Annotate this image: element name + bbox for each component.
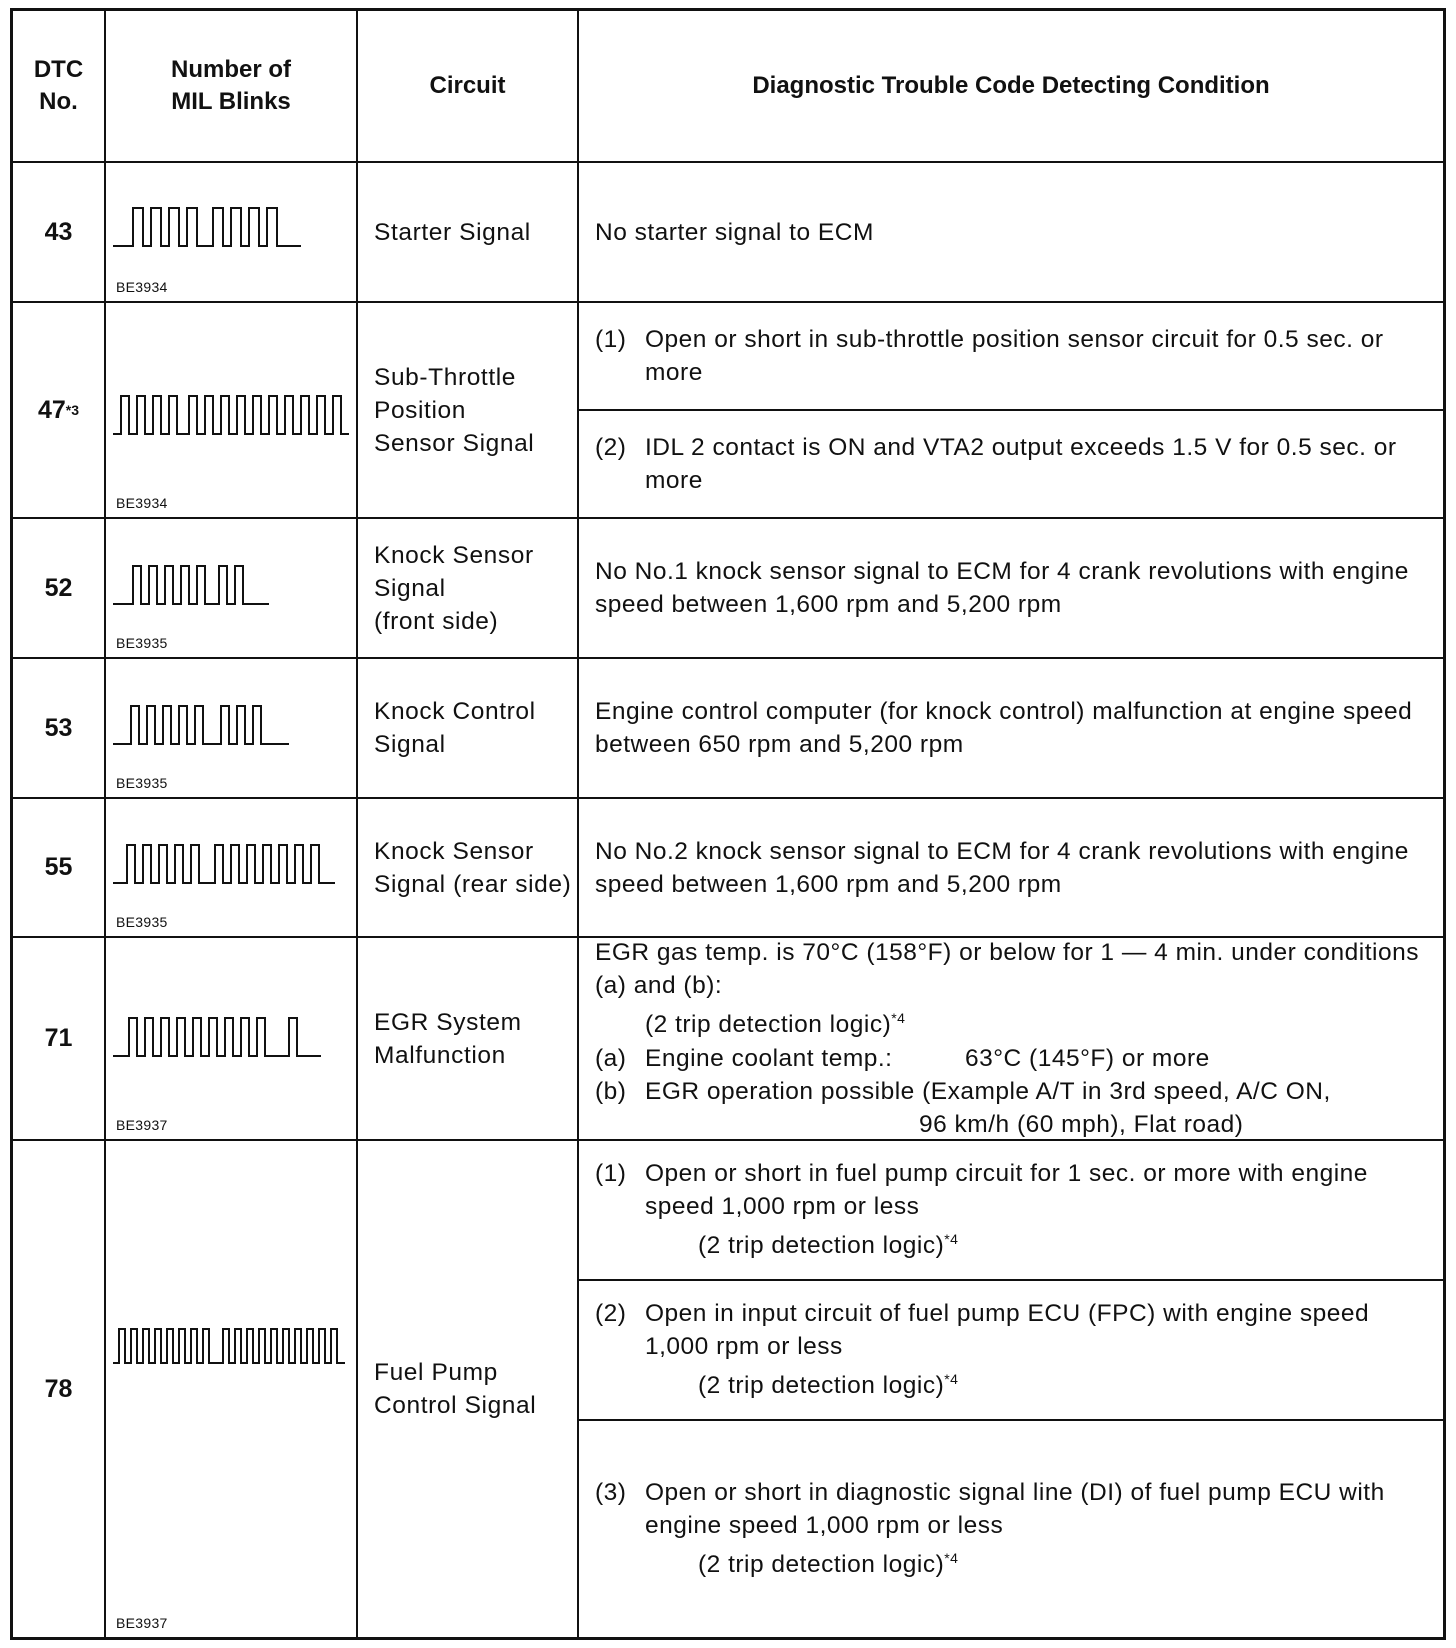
circuit-cell (358, 519, 577, 657)
trip-logic-text: (2 trip detection logic) (698, 1372, 945, 1400)
header-dtc-line1: DTC (33, 56, 84, 83)
blink-waveform (113, 1327, 353, 1367)
blink-waveform (113, 843, 353, 885)
condition-cell (579, 303, 1443, 409)
figure-code: BE3937 (116, 1615, 168, 1631)
circuit-line: Control Signal (374, 1392, 537, 1419)
figure-code: BE3935 (116, 635, 168, 651)
condition-item-b (595, 1075, 1429, 1108)
condition-cell (579, 659, 1443, 797)
trip-logic-note (595, 1002, 1429, 1041)
condition-number: (1) (595, 1160, 627, 1188)
dtc-number (13, 303, 104, 517)
circuit-line: Signal (374, 731, 446, 758)
condition-number: (1) (595, 326, 627, 353)
blink-waveform (113, 1016, 353, 1058)
condition-number: (2) (595, 1300, 627, 1328)
header-blinks-line1: Number of (171, 56, 291, 83)
condition-cell (579, 163, 1443, 301)
footnote-mark: *3 (65, 402, 80, 418)
circuit-cell (358, 799, 577, 936)
header-blinks (106, 11, 356, 161)
circuit-cell (358, 1141, 577, 1637)
circuit-line: Knock Sensor (374, 541, 534, 569)
header-circuit: Circuit (429, 72, 506, 99)
circuit-line: Sensor Signal (374, 429, 535, 457)
footnote-mark: *4 (944, 1550, 959, 1567)
condition-number: (3) (595, 1479, 627, 1507)
condition-value: 63°C (145°F) or more (965, 1044, 1210, 1072)
condition-text: Engine coolant temp.: (645, 1044, 893, 1072)
header-dtc-line2: No. (39, 88, 78, 115)
figure-code: BE3935 (116, 775, 168, 791)
condition-text: No No.1 knock sensor signal to ECM for 4 crank revolutions with engine speed between 1,600 rpm and 5,200 rpm (595, 558, 1409, 618)
condition-letter: (a) (595, 1044, 627, 1072)
figure-code: BE3934 (116, 495, 168, 511)
condition-text: No starter signal to ECM (595, 218, 874, 246)
circuit-line: Signal (rear side) (374, 870, 572, 898)
footnote-mark: *4 (891, 1010, 906, 1027)
dtc-number: 55 (44, 853, 73, 881)
circuit-line: Fuel Pump (374, 1359, 498, 1386)
header-blinks-line2: MIL Blinks (171, 88, 291, 115)
column-divider (104, 11, 106, 1637)
condition-cell (579, 519, 1443, 657)
dtc-number: 53 (44, 713, 73, 742)
dtc-number: 71 (44, 1024, 73, 1052)
circuit-cell (358, 938, 577, 1139)
footnote-mark: *4 (944, 1371, 959, 1388)
circuit-line: Sub-Throttle (374, 363, 517, 391)
trip-logic-note (595, 1363, 1429, 1402)
condition-letter: (b) (595, 1077, 627, 1105)
condition-cell (579, 1421, 1443, 1637)
condition-item-a (595, 1042, 1429, 1075)
trip-logic-note (595, 1223, 1429, 1262)
circuit-line: EGR System (374, 1008, 522, 1036)
dtc-number: 43 (44, 217, 73, 246)
dtc-table (10, 8, 1446, 1640)
circuit-cell (358, 303, 577, 517)
condition-text-continued: 96 km/h (60 mph), Flat road) (919, 1110, 1244, 1138)
condition-text: Open in input circuit of fuel pump ECU (FPC) with engine speed 1,000 rpm or less (645, 1300, 1370, 1361)
condition-cell (579, 1141, 1443, 1279)
dtc-number: 52 (44, 573, 73, 602)
condition-cell (579, 411, 1443, 517)
condition-text: EGR gas temp. is 70°C (158°F) or below for 1 — 4 min. under conditions (a) and (b): (595, 939, 1419, 1000)
figure-code: BE3935 (116, 914, 168, 930)
dtc-number: 78 (44, 1374, 73, 1403)
circuit-line: Knock Control (374, 698, 536, 725)
condition-text: EGR operation possible (Example A/T in 3rd speed, A/C ON, (645, 1077, 1331, 1105)
circuit-cell (358, 659, 577, 797)
trip-logic-note (595, 1542, 1429, 1581)
blink-waveform (113, 206, 353, 248)
condition-cell (579, 938, 1443, 1139)
circuit-cell (358, 163, 577, 301)
figure-code: BE3934 (116, 279, 168, 295)
circuit-line: Malfunction (374, 1041, 506, 1069)
circuit-line: Signal (374, 574, 446, 602)
footnote-mark: *4 (944, 1231, 959, 1248)
circuit-line: Knock Sensor (374, 837, 534, 865)
dtc-number-value: 47 (37, 395, 66, 424)
circuit-line: Starter Signal (374, 218, 531, 246)
header-condition: Diagnostic Trouble Code Detecting Condition (752, 72, 1270, 99)
trip-logic-text: (2 trip detection logic) (698, 1551, 945, 1579)
circuit-line: (front side) (374, 607, 499, 635)
blink-waveform (113, 704, 353, 746)
circuit-line: Position (374, 396, 466, 424)
blink-waveform (113, 394, 353, 436)
condition-cell (579, 1281, 1443, 1419)
condition-number: (2) (595, 434, 627, 461)
condition-text: Open or short in sub-throttle position sensor circuit for 0.5 sec. or more (645, 326, 1384, 386)
condition-text: Open or short in diagnostic signal line (DI) of fuel pump ECU with engine speed 1,000 rpm or less (645, 1479, 1385, 1540)
trip-logic-text: (2 trip detection logic) (645, 1011, 892, 1039)
blink-waveform (113, 564, 353, 606)
condition-text: IDL 2 contact is ON and VTA2 output exceeds 1.5 V for 0.5 sec. or more (645, 434, 1397, 494)
condition-cell (579, 799, 1443, 936)
header-dtc (13, 11, 104, 161)
figure-code: BE3937 (116, 1117, 168, 1133)
trip-logic-text: (2 trip detection logic) (698, 1232, 945, 1260)
condition-text: Engine control computer (for knock control) malfunction at engine speed between 650 rpm and 5,200 rpm (595, 698, 1413, 758)
condition-text: Open or short in fuel pump circuit for 1 sec. or more with engine speed 1,000 rpm or less (645, 1160, 1368, 1221)
condition-text: No No.2 knock sensor signal to ECM for 4 crank revolutions with engine speed between 1,600 rpm and 5,200 rpm (595, 837, 1409, 898)
